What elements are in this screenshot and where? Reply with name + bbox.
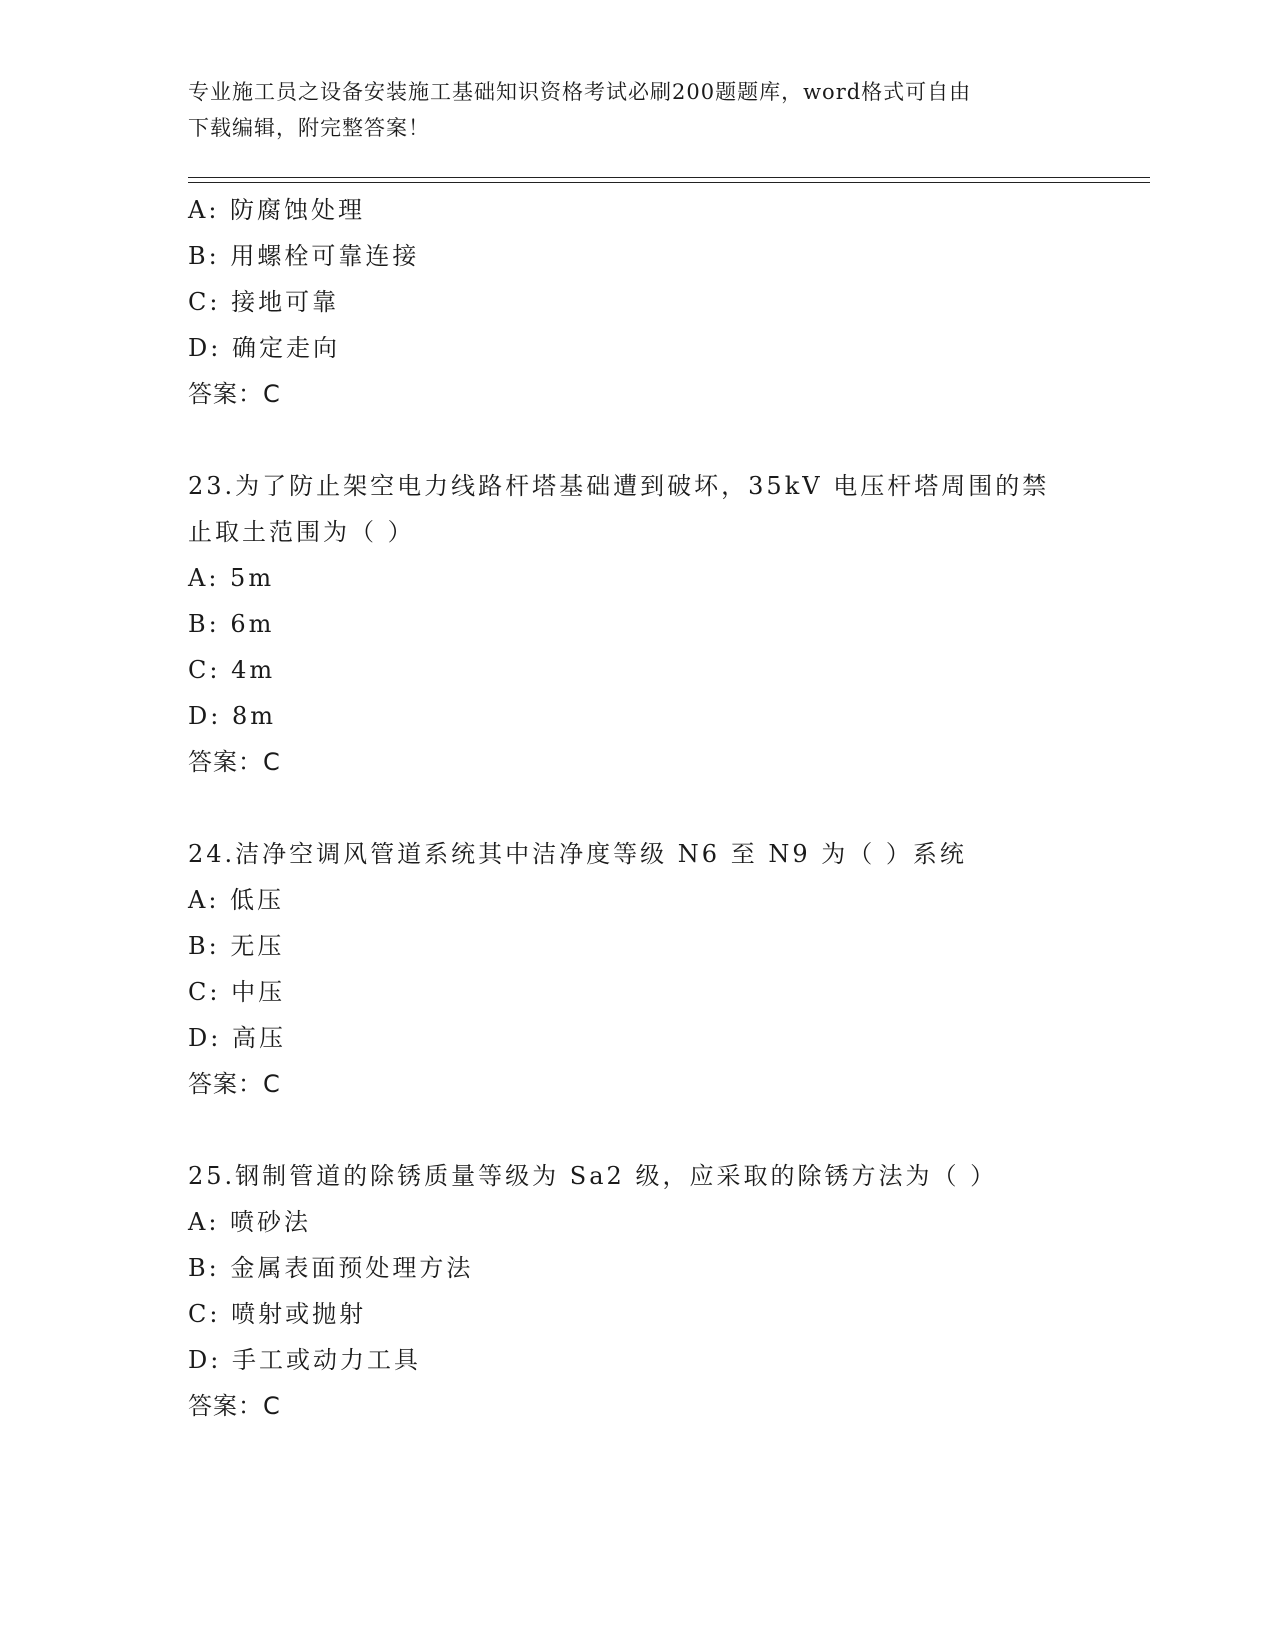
question-22 — [188, 187, 1088, 417]
document-header — [188, 74, 1068, 146]
header-title-line-2: 下载编辑，附完整答案！ — [188, 116, 430, 140]
option-c: C: 接地可靠 — [188, 288, 340, 316]
option-c: C: 中压 — [188, 978, 286, 1006]
answer: 答案：C — [188, 1392, 281, 1420]
header-divider-bottom — [188, 182, 1150, 183]
option-c: C: 喷射或抛射 — [188, 1300, 367, 1328]
question-stem-continued: 止取土范围为（ ） — [188, 518, 415, 546]
question-25 — [188, 1153, 1088, 1429]
option-a: A: 低压 — [188, 886, 285, 914]
answer: 答案：C — [188, 1070, 281, 1098]
option-d: D: 8m — [188, 702, 276, 730]
option-c: C: 4m — [188, 656, 276, 684]
option-b: B: 6m — [188, 610, 275, 638]
question-content — [188, 187, 1088, 1429]
option-d: D: 确定走向 — [188, 334, 340, 362]
option-b: B: 金属表面预处理方法 — [188, 1254, 474, 1282]
answer: 答案：C — [188, 380, 281, 408]
question-stem: 25.钢制管道的除锈质量等级为 Sa2 级，应采取的除锈方法为（ ） — [188, 1162, 998, 1190]
spacer — [188, 1107, 1088, 1153]
option-a: A: 喷砂法 — [188, 1208, 312, 1236]
option-d: D: 手工或动力工具 — [188, 1346, 421, 1374]
header-title-line-1: 专业施工员之设备安装施工基础知识资格考试必刷200题题库，word格式可自由 — [188, 80, 972, 104]
question-stem: 23.为了防止架空电力线路杆塔基础遭到破坏，35kV 电压杆塔周围的禁 — [188, 472, 1050, 500]
question-stem: 24.洁净空调风管道系统其中洁净度等级 N6 至 N9 为（ ）系统 — [188, 840, 967, 868]
option-a: A: 5m — [188, 564, 275, 592]
spacer — [188, 417, 1088, 463]
option-b: B: 用螺栓可靠连接 — [188, 242, 420, 270]
answer: 答案：C — [188, 748, 281, 776]
spacer — [188, 785, 1088, 831]
option-a: A: 防腐蚀处理 — [188, 196, 366, 224]
question-23 — [188, 463, 1088, 785]
option-b: B: 无压 — [188, 932, 285, 960]
option-d: D: 高压 — [188, 1024, 286, 1052]
question-24 — [188, 831, 1088, 1107]
header-divider-top — [188, 177, 1150, 178]
